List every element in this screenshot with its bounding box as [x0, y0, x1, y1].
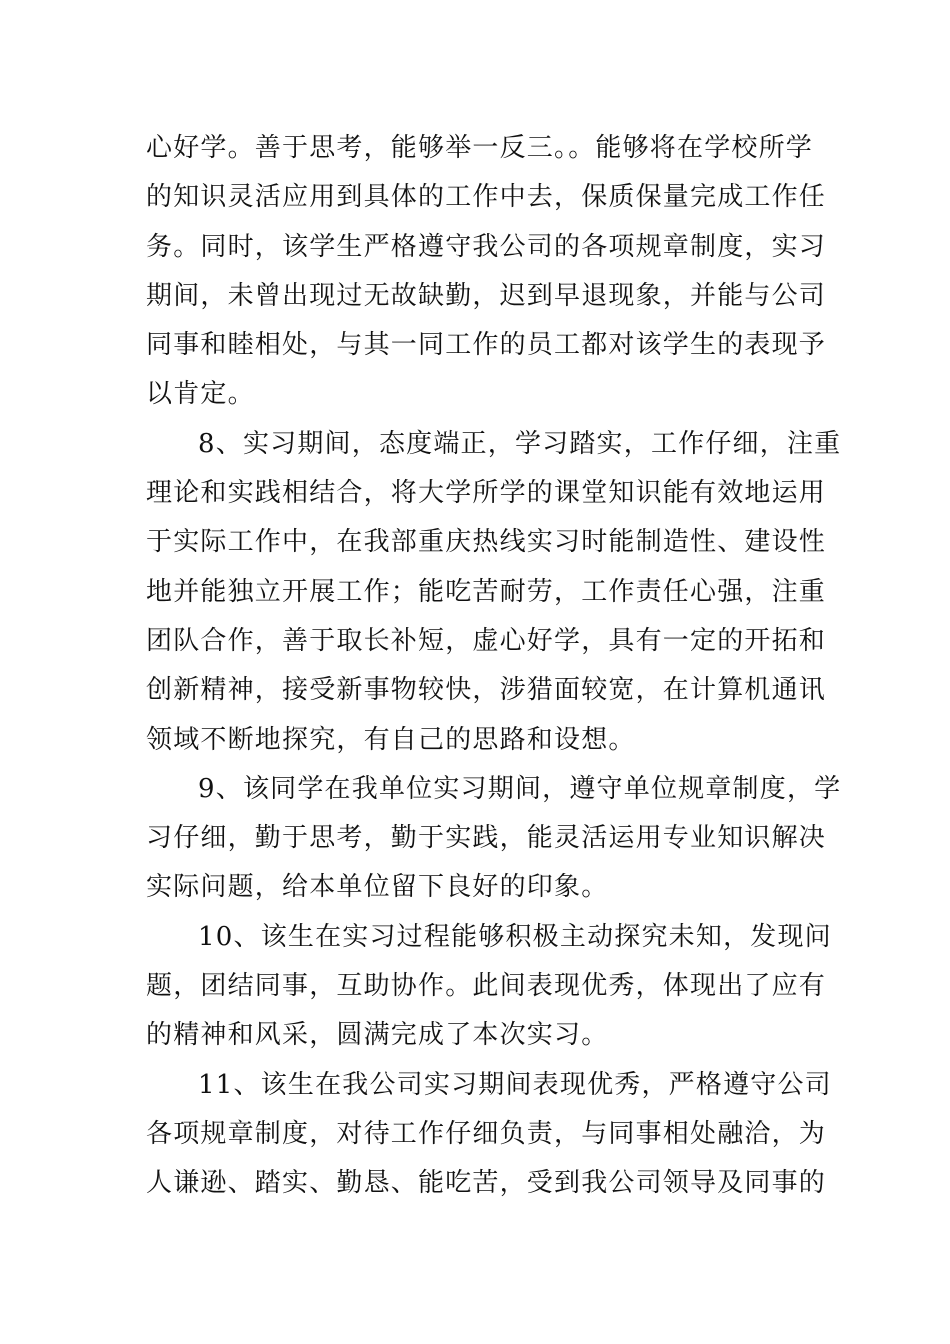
text-line: 的精神和风采，圆满完成了本次实习。 — [146, 1020, 609, 1051]
text-line: 心好学。善于思考，能够举一反三。。能够将在学校所学 — [146, 133, 814, 163]
text-line: 于实际工作中，在我部重庆热线实习时能制造性、建设性 — [146, 527, 827, 558]
paragraph-start-line: 10、该生在实习过程能够积极主动探究未知，发现问 — [198, 921, 832, 952]
text-line: 地并能独立开展工作；能吃苦耐劳，工作责任心强，注重 — [146, 576, 827, 607]
paragraph-start-line: 11、该生在我公司实习期间表现优秀，严格遵守公司 — [198, 1069, 832, 1100]
paragraph-start-line: 8、实习期间，态度端正，学习踏实，工作仔细，注重 — [198, 428, 842, 459]
text-line: 同事和睦相处，与其一同工作的员工都对该学生的表现予 — [146, 330, 827, 361]
text-line: 实际问题，给本单位留下良好的印象。 — [146, 872, 609, 903]
text-line: 以肯定。 — [146, 379, 255, 410]
text-line: 理论和实践相结合，将大学所学的课堂知识能有效地运用 — [146, 478, 827, 509]
text-line: 领域不断地探究，有自己的思路和设想。 — [146, 724, 636, 755]
text-line: 务。同时，该学生严格遵守我公司的各项规章制度，实习 — [146, 231, 827, 262]
body-text — [146, 124, 842, 1209]
text-line: 习仔细，勤于思考，勤于实践，能灵活运用专业知识解决 — [146, 823, 827, 854]
text-line: 各项规章制度，对待工作仔细负责，与同事相处融洽，为 — [146, 1118, 827, 1149]
text-line: 人谦逊、踏实、勤恳、能吃苦，受到我公司领导及同事的 — [146, 1168, 827, 1199]
text-line: 的知识灵活应用到具体的工作中去，保质保量完成工作任 — [146, 182, 827, 213]
text-line: 期间，未曾出现过无故缺勤，迟到早退现象，并能与公司 — [146, 280, 827, 311]
text-line: 团队合作，善于取长补短，虚心好学，具有一定的开拓和 — [146, 625, 827, 656]
paragraph-start-line: 9、该同学在我单位实习期间，遵守单位规章制度，学 — [198, 773, 842, 804]
text-line: 题，团结同事，互助协作。此间表现优秀，体现出了应有 — [146, 971, 827, 1002]
text-line: 创新精神，接受新事物较快，涉猎面较宽，在计算机通讯 — [146, 675, 827, 706]
